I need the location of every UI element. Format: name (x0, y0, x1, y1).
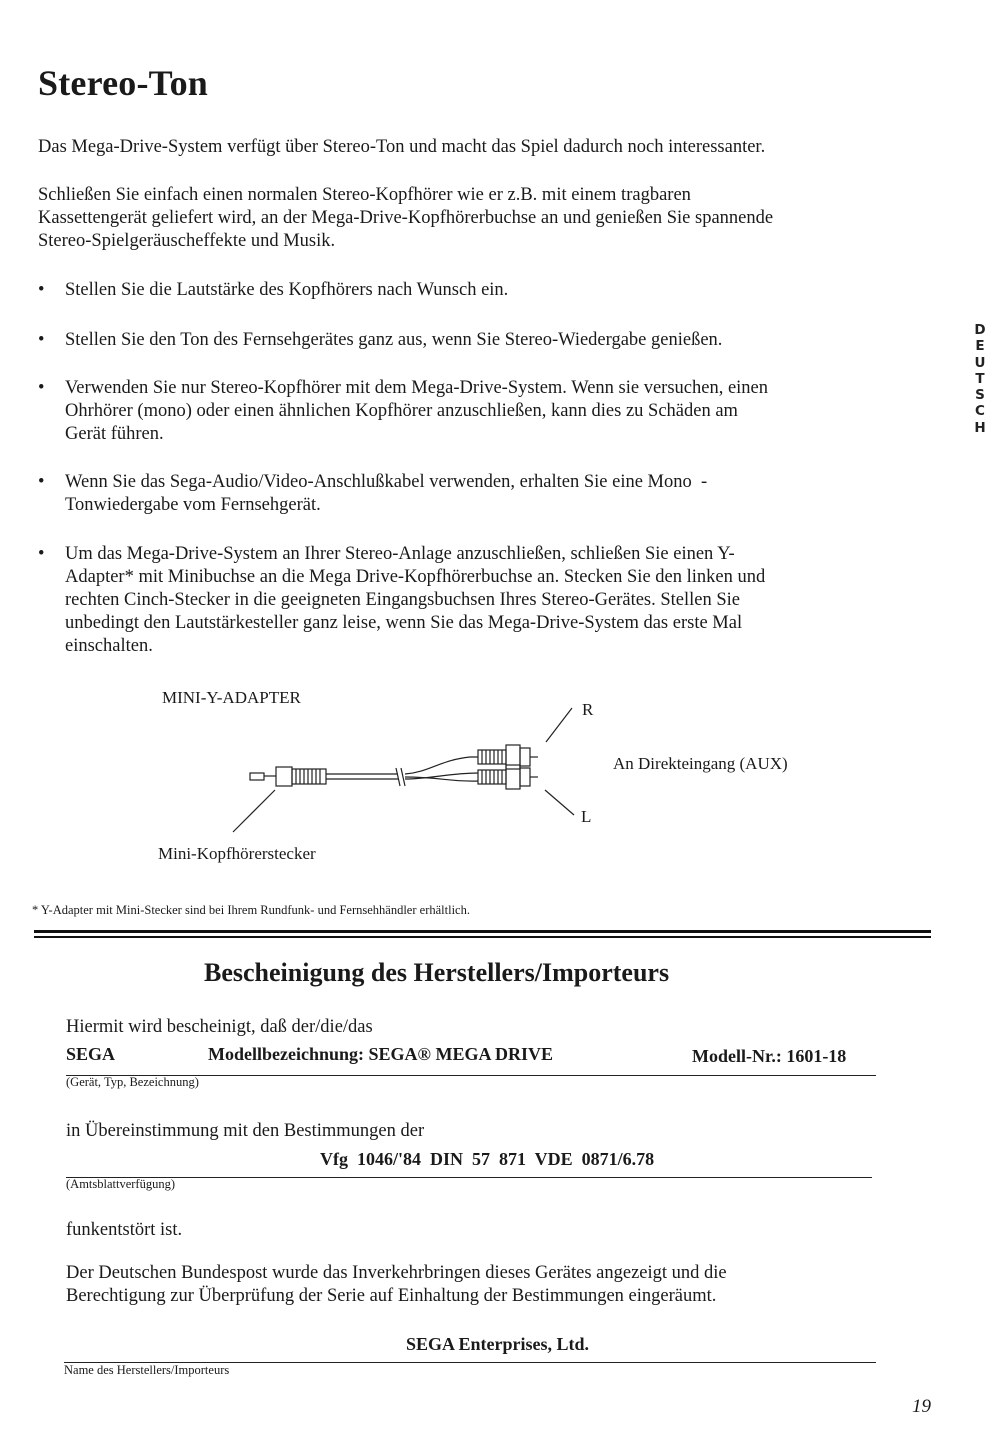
side-tab-letter: H (974, 419, 986, 436)
side-tab-letter: E (975, 338, 985, 355)
certificate-line: Hiermit wird bescheinigt, daß der/die/das (66, 1017, 373, 1037)
side-tab-letter: C (975, 403, 985, 420)
page-number: 19 (912, 1396, 931, 1417)
certificate-title: Bescheinigung des Herstellers/Importeurs (204, 958, 670, 987)
section-divider (34, 936, 931, 938)
regulation-caption: (Amtsblattverfügung) (66, 1177, 176, 1191)
adapter-label: MINI-Y-ADAPTER (162, 688, 301, 707)
regulation-underline (66, 1177, 872, 1178)
bullet-line: Gerät führen. (65, 424, 164, 444)
bullet-line: Ohrhörer (mono) oder einen ähnlichen Kopfhörer anzuschließen, kann dies zu Schäden am (65, 401, 738, 421)
bullet-dot: • (38, 330, 45, 350)
manufacturer-caption: Name des Herstellers/Importeurs (64, 1363, 230, 1377)
bullet-line: Adapter* mit Minibuchse an die Mega Drive-Kopfhörerbuchse an. Stecken Sie den linken und (65, 567, 766, 587)
pointer-line-plug (233, 790, 275, 832)
bullet-line: einschalten. (65, 636, 153, 656)
footnote: * Y-Adapter mit Mini-Stecker sind bei Ihrem Rundfunk- und Fernsehhändler erhältlich. (32, 903, 470, 917)
certificate-line: in Übereinstimmung mit den Bestimmungen der (66, 1121, 425, 1141)
side-tab-letter: U (974, 354, 986, 371)
model-number: Modell-Nr.: 1601-18 (692, 1046, 847, 1066)
right-channel-label: R (582, 700, 594, 719)
paragraph-line: Stereo-Spielgeräuscheffekte und Musik. (38, 231, 336, 251)
left-channel-label: L (581, 807, 592, 826)
bullet-line: Wenn Sie das Sega-Audio/Video-Anschlußkabel verwenden, erhalten Sie eine Mono - (65, 472, 708, 492)
manufacturer-name: SEGA Enterprises, Ltd. (406, 1334, 590, 1354)
bullet-line: Verwenden Sie nur Stereo-Kopfhörer mit dem Mega-Drive-System. Wenn sie versuchen, einen (65, 378, 769, 398)
paragraph-line: Der Deutschen Bundespost wurde das Inverkehrbringen dieses Gerätes angezeigt und die (66, 1263, 727, 1283)
paragraph-line: Kassettengerät geliefert wird, an der Mega-Drive-Kopfhörerbuchse an und genießen Sie spannende (38, 208, 774, 228)
bullet-line: unbedingt den Lautstärkesteller ganz leise, wenn Sie das Mega-Drive-System das erste Mal (65, 613, 743, 633)
intro-paragraph: Das Mega-Drive-System verfügt über Stereo-Ton und macht das Spiel dadurch noch interessanter. (38, 137, 766, 157)
bullet-line: Stellen Sie die Lautstärke des Kopfhörers nach Wunsch ein. (65, 280, 509, 300)
brand-name: SEGA (66, 1044, 116, 1064)
side-tab-letter: S (975, 387, 985, 404)
device-caption: (Gerät, Typ, Bezeichnung) (66, 1075, 199, 1089)
side-tab-letter: D (974, 322, 986, 338)
bullet-dot: • (38, 280, 45, 300)
paragraph-line: Schließen Sie einfach einen normalen Stereo-Kopfhörer wie er z.B. mit einem tragbaren (38, 185, 691, 205)
bullet-line: Tonwiedergabe vom Fernsehgerät. (65, 495, 321, 515)
bullet-line: rechten Cinch-Stecker in die geeigneten Eingangsbuchsen Ihres Stereo-Gerätes. Stellen Sie (65, 590, 741, 610)
pointer-line-l (545, 790, 574, 815)
certificate-paragraph (66, 1262, 727, 1308)
bullet-line: Um das Mega-Drive-System an Ihrer Stereo-Anlage anzuschließen, schließen Sie einen Y- (65, 544, 735, 564)
mini-plug-tip (250, 773, 264, 780)
page-title: Stereo-Ton (38, 63, 209, 103)
model-designation: Modellbezeichnung: SEGA® MEGA DRIVE (208, 1044, 553, 1064)
bullet-dot: • (38, 544, 45, 564)
regulation: Vfg 1046/'84 DIN 57 871 VDE 0871/6.78 (320, 1149, 655, 1169)
aux-label: An Direkteingang (AUX) (613, 754, 788, 773)
side-tab-letter: T (975, 370, 985, 387)
bullet-line: Stellen Sie den Ton des Fernsehgerätes ganz aus, wenn Sie Stereo-Wiedergabe genießen. (65, 330, 723, 350)
paragraph-line: Berechtigung zur Überprüfung der Serie auf Einhaltung der Bestimmungen eingeräumt. (66, 1286, 717, 1306)
certificate-line: funkentstört ist. (66, 1220, 183, 1240)
plug-label: Mini-Kopfhörerstecker (158, 844, 316, 863)
bullet-dot: • (38, 378, 45, 398)
section-divider (34, 930, 931, 933)
pointer-line-r (546, 708, 572, 742)
bullet-dot: • (38, 472, 45, 492)
